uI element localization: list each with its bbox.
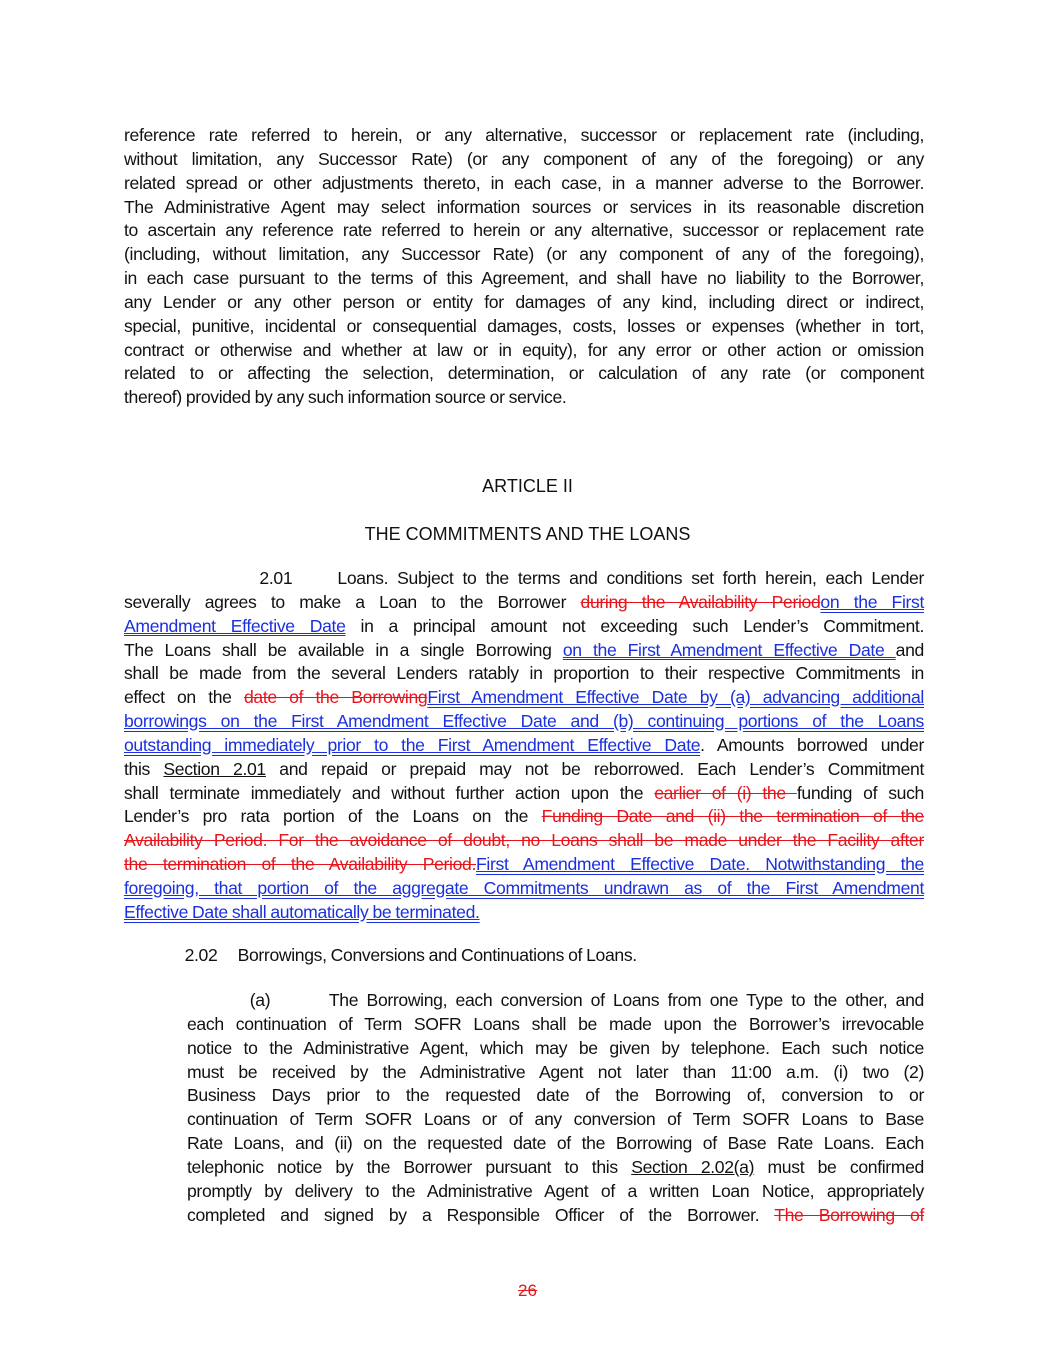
text-run: 2.01 Loans. Subject to the terms and conditions set forth herein, each Lender [124,568,924,588]
text-line [124,805,924,829]
text-line [124,591,924,615]
deleted-text: The Borrowing of [774,1204,924,1225]
text-line [124,267,924,291]
text-run: to ascertain any reference rate referred to herein or any alternative, successor or replacement rate [124,220,924,241]
text-run: funding of such [796,782,924,803]
text-line [187,1013,924,1037]
text-run: Business Days prior to the requested date of the Borrowing of, conversion to or [187,1085,924,1106]
text-line [124,615,924,639]
text-run: completed and signed by a Responsible Officer of the Borrower. [187,1204,775,1225]
text-line [187,1037,924,1061]
text-line [124,291,924,315]
text-line [124,315,924,339]
text-line [124,339,924,363]
intro-paragraph [124,124,924,410]
text-line [124,124,924,148]
text-run: The Administrative Agent may select information sources or services in its reasonable discretion [124,196,924,217]
text-line [124,148,924,172]
text-line [187,1084,924,1108]
inserted-text: borrowings on the First Amendment Effective Date and (b) continuing portions of the Loans [124,711,924,732]
inserted-text: First Amendment Effective Date. Notwithstanding the [476,854,924,875]
text-run: telephonic notice by the Borrower pursuant to this [187,1156,632,1177]
deleted-text: Funding Date and (ii) the termination of the [541,806,924,827]
text-run: and [895,639,924,660]
text-line [187,1132,924,1156]
text-line [124,639,924,663]
text-line [124,758,924,782]
text-run: each continuation of Term SOFR Loans shall be made upon the Borrower’s irrevocable [187,1013,924,1034]
text-run: any Lender or any other person or entity for damages of any kind, including direct or indirect, [124,291,924,312]
inserted-text: foregoing, that portion of the aggregate Commitments undrawn as of the First Amendment [124,877,924,898]
text-run: continuation of Term SOFR Loans or of any conversion of Term SOFR Loans to Base [187,1109,924,1130]
inserted-text: outstanding immediately prior to the First Amendment Effective Date [124,734,701,755]
text-line [124,853,924,877]
text-run: reference rate referred to herein, or any alternative, successor or replacement rate (including, [124,125,924,145]
text-run: severally agrees to make a Loan to the Borrower [124,591,581,612]
inserted-text: Effective Date shall automatically be terminated. [124,901,480,922]
text-run: in each case pursuant to the terms of this Agreement, and shall have no liability to the Borrower, [124,268,924,289]
text-line [124,172,924,196]
text-run: promptly by delivery to the Administrative Agent of a written Loan Notice, appropriately [187,1180,924,1201]
deleted-text: the termination of the Availability Period. [124,854,477,875]
deleted-text: Availability Period. For the avoidance of doubt, no Loans shall be made under the Facility after [124,830,924,851]
text-run: this [124,758,164,779]
text-line [124,219,924,243]
text-line [124,567,924,591]
text-run: (including, without limitation, any Successor Rate) (or any component of any of the foregoing), [124,244,924,265]
text-line [124,662,924,686]
section-2-02-a-paragraph [124,989,924,1227]
text-run: 2.02 Borrowings, Conversions and Continuations of Loans. [124,945,637,965]
text-line [124,362,924,386]
article-title: THE COMMITMENTS AND THE LOANS [364,524,691,544]
text-run: in a principal amount not exceeding such Lender’s Commitment. [345,615,924,636]
text-line [124,989,924,1013]
text-run: and repaid or prepaid may not be reborrowed. Each Lender’s Commitment [265,758,924,779]
text-line [187,1204,924,1228]
text-line [124,686,924,710]
text-run: effect on the [124,687,244,708]
text-run: shall terminate immediately and without further action upon the [124,782,655,803]
text-run: thereof) provided by any such information source or service. [124,387,567,408]
text-run: must be confirmed [754,1156,924,1177]
inserted-text: Amendment Effective Date [124,615,346,636]
text-line [124,877,924,901]
text-run: . Amounts borrowed under [700,734,924,755]
text-line [124,710,924,734]
text-run: related to or affecting the selection, determination, or calculation of any rate (or component [124,363,924,384]
text-line [124,829,924,853]
text-run: (a) The Borrowing, each conversion of Loans from one Type to the other, and [124,990,924,1010]
text-run: must be received by the Administrative Agent not later than 11:00 a.m. (i) two (2) [187,1061,924,1082]
text-line [124,734,924,758]
deleted-text: date of the Borrowing [243,687,428,708]
text-run: Lender’s pro rata portion of the Loans on the [124,806,542,827]
text-run: notice to the Administrative Agent, which may be given by telephone. Each such notice [187,1037,924,1058]
text-run: special, punitive, incidental or consequential damages, costs, losses or expenses (whether in tort, [124,315,924,336]
text-line [124,782,924,806]
text-line [187,1180,924,1204]
section-2-02-heading [124,944,924,968]
inserted-text: on the First Amendment Effective Date [562,639,896,660]
inserted-text: First Amendment Effective Date by (a) advancing additional [427,687,924,708]
inserted-text: on the First [820,591,925,612]
deleted-text: during the Availability Period [580,591,821,612]
text-line [124,243,924,267]
text-line [187,1156,924,1180]
text-run: The Loans shall be available in a single Borrowing [124,639,563,660]
deleted-text: earlier of (i) the [654,782,797,803]
text-line [187,1061,924,1085]
section-2-01-paragraph [124,567,924,925]
article-number: ARTICLE II [482,476,573,496]
cross-reference: Section 2.01 [163,758,266,779]
text-line [187,1108,924,1132]
text-run: Rate Loans, and (ii) on the requested date of the Borrowing of Base Rate Loans. Each [187,1133,924,1154]
text-line [124,901,924,925]
text-run: related spread or other adjustments thereto, in each case, in a manner adverse to the Borrower. [124,172,924,193]
text-run: contract or otherwise and whether at law or in equity), for any error or other action or omission [124,339,924,360]
text-line [124,196,924,220]
cross-reference: Section 2.02(a) [631,1156,755,1177]
page-number: 26 [518,1281,537,1300]
text-run: shall be made from the several Lenders ratably in proportion to their respective Commitments in [124,663,924,684]
text-run: without limitation, any Successor Rate) (or any component of any of the foregoing) or any [124,148,924,169]
text-line [124,944,924,968]
text-line [124,386,924,410]
